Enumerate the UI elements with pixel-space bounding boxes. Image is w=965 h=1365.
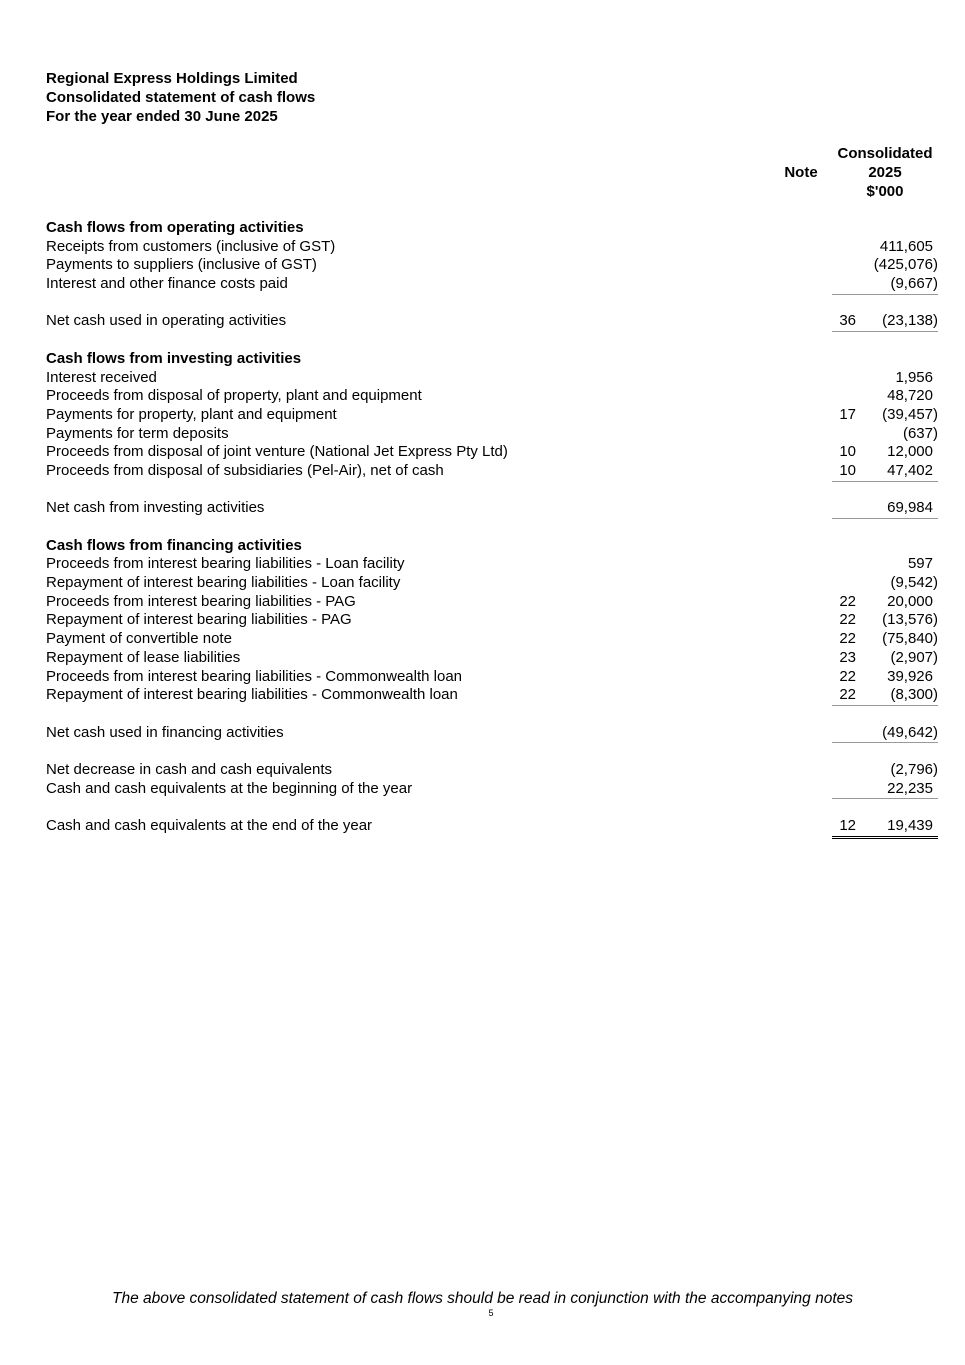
row-note: 22 [839,630,856,648]
row-label: Payment of convertible note [46,630,232,648]
page-number: 5 [488,1308,494,1318]
row-amount: 411,605 [879,237,933,255]
table-row [46,611,938,630]
table-row [46,649,938,668]
row-spacer [46,798,938,817]
row-label: Net cash from investing activities [46,499,265,517]
row-amount: (9,667) [832,275,938,295]
row-amount: (23,138) [832,312,938,332]
note-column-header: Note [784,164,818,181]
table-row [46,256,938,275]
row-note: 10 [839,461,856,479]
row-amount: (2,796) [890,760,938,778]
table-row [46,499,938,518]
row-spacer [46,518,938,537]
company-name: Regional Express Holdings Limited [46,70,298,87]
table-row [46,462,938,481]
row-amount: 12,000 [887,443,933,461]
row-label: Proceeds from interest bearing liabilities - PAG [46,592,356,610]
row-amount: (2,907) [890,648,938,666]
table-row [46,555,938,574]
row-label: Cash flows from operating activities [46,219,304,236]
unit-label: $'000 [866,183,904,200]
row-amount: (13,576) [882,611,938,629]
table-row [46,312,938,331]
table-row [46,443,938,462]
row-label: Net cash used in operating activities [46,312,287,330]
table-row [46,574,938,593]
row-amount: (75,840) [882,630,938,648]
table-row [46,406,938,425]
row-spacer [46,331,938,350]
row-label: Payments for property, plant and equipment [46,405,337,423]
row-label: Payments for term deposits [46,424,229,442]
row-label: Proceeds from disposal of property, plant and equipment [46,387,422,405]
table-row [46,724,938,743]
footer-note: The above consolidated statement of cash flows should be read in conjunction with the accompanying notes [111,1290,853,1307]
row-amount: 69,984 [832,499,938,519]
row-amount: 22,235 [832,780,938,800]
row-label: Proceeds from disposal of subsidiaries (Pel-Air), net of cash [46,461,444,479]
row-spacer [46,294,938,313]
row-note: 10 [839,443,856,461]
row-label: Proceeds from interest bearing liabilities - Loan facility [46,555,405,573]
row-amount: (8,300) [832,686,938,706]
row-amount: 1,956 [895,368,933,386]
row-label: Cash and cash equivalents at the end of the year [46,817,373,834]
statement-header [46,69,315,126]
cash-flow-table [46,219,938,836]
row-amount: (637) [902,424,938,442]
row-amount: 48,720 [887,387,933,405]
table-row [46,668,938,687]
row-amount: 19,439 [832,817,938,839]
row-spacer [46,742,938,761]
row-note: 12 [839,817,856,834]
row-label: Net cash used in financing activities [46,723,284,741]
table-row [46,630,938,649]
statement-title: Consolidated statement of cash flows [46,89,316,106]
row-note: 22 [839,592,856,610]
row-amount: (425,076) [873,256,938,274]
year-label: 2025 [868,164,902,181]
table-row [46,387,938,406]
row-amount: 20,000 [887,592,933,610]
row-amount: 39,926 [887,667,933,685]
row-label: Repayment of interest bearing liabilities - PAG [46,611,352,629]
row-amount: 47,402 [832,462,938,482]
row-label: Cash flows from investing activities [46,349,302,367]
table-row [46,369,938,388]
row-note: 22 [839,686,856,704]
row-label: Repayment of lease liabilities [46,648,241,666]
table-row [46,780,938,799]
row-label: Cash flows from financing activities [46,536,302,554]
statement-period: For the year ended 30 June 2025 [46,108,278,125]
section-heading-row [46,537,938,556]
row-note: 23 [839,648,856,666]
row-label: Proceeds from interest bearing liabilities - Commonwealth loan [46,667,463,685]
row-spacer [46,481,938,500]
row-note: 17 [839,405,856,423]
row-amount: 597 [907,555,933,573]
row-label: Interest and other finance costs paid [46,275,288,293]
section-heading-row [46,219,938,238]
table-row [46,686,938,705]
row-label: Repayment of interest bearing liabilities - Loan facility [46,574,401,592]
row-label: Receipts from customers (inclusive of GST) [46,237,336,255]
table-row [46,761,938,780]
row-label: Interest received [46,368,157,386]
table-row [46,275,938,294]
row-label: Proceeds from disposal of joint venture (National Jet Express Pty Ltd) [46,443,508,461]
consolidated-label: Consolidated [837,145,933,162]
row-amount: (49,642) [832,724,938,744]
row-note: 22 [839,667,856,685]
row-note: 36 [839,312,856,330]
row-label: Cash and cash equivalents at the beginning of the year [46,779,413,797]
consolidated-column-header [830,144,940,201]
row-label: Net decrease in cash and cash equivalents [46,760,333,778]
row-label: Repayment of interest bearing liabilities - Commonwealth loan [46,686,458,704]
table-row [46,593,938,612]
row-amount: (9,542) [890,574,938,592]
row-spacer [46,705,938,724]
table-row [46,817,938,836]
row-amount: (39,457) [882,405,938,423]
row-label: Payments to suppliers (inclusive of GST) [46,256,317,274]
table-row [46,425,938,444]
section-heading-row [46,350,938,369]
row-note: 22 [839,611,856,629]
table-row [46,238,938,257]
